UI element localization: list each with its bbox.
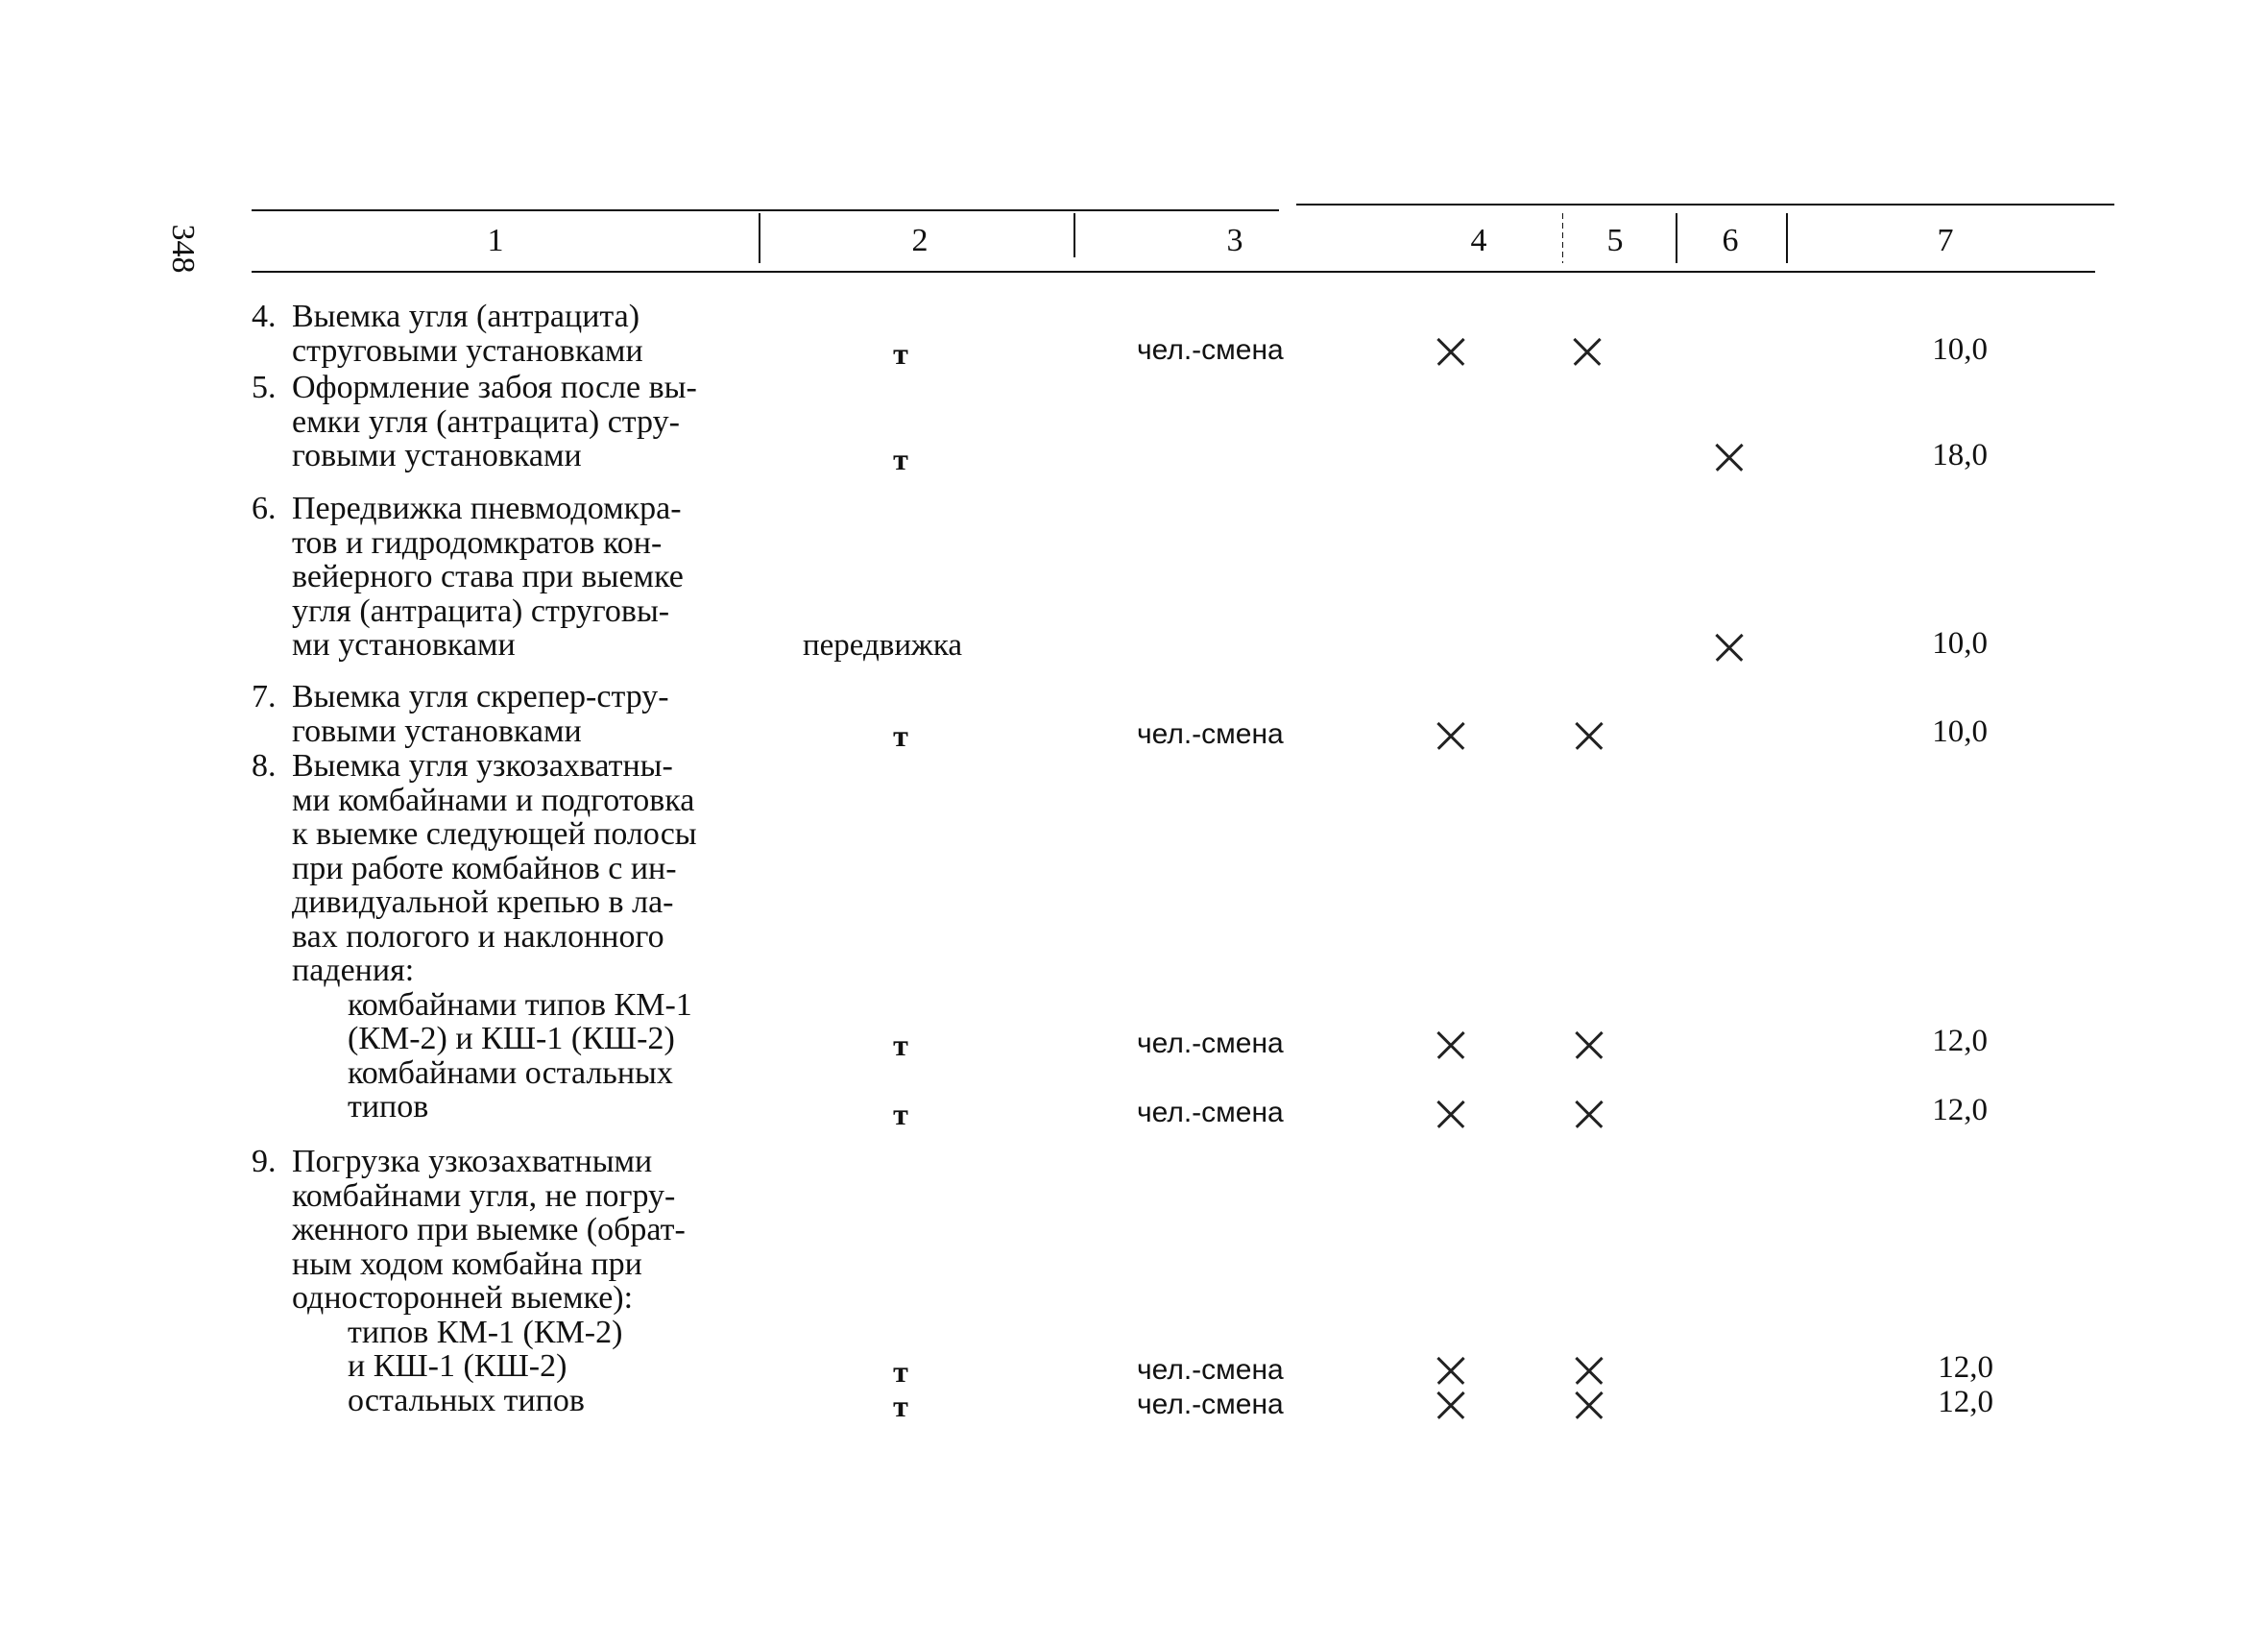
row-value: 12,0 [1932,1093,1988,1127]
row-sub-line: типов [348,1089,429,1125]
row-unit: т [893,336,908,371]
row-text-line: к выемке следующей полосы [292,816,697,852]
row-text-line: комбайнами угля, не погру- [292,1177,676,1214]
table-row-7-label [252,680,760,748]
row-number: 4. [252,299,277,334]
row-unit: т [893,442,908,476]
cross-mark-col6 [1715,443,1744,472]
row-number: 9. [252,1144,277,1179]
cross-mark-col5 [1575,1391,1604,1419]
column-separator [1562,213,1563,263]
column-header-7: 7 [1937,223,1954,258]
column-separator [759,213,760,263]
header-top-rule-right [1296,204,2114,206]
row-number: 6. [252,491,277,526]
row-calc-unit: чел.-смена [1137,1028,1284,1059]
row-calc-unit: чел.-смена [1137,334,1284,366]
row-calc-unit: чел.-смена [1137,1354,1284,1386]
row-value: 10,0 [1932,332,1988,367]
row-sub-line: комбайнами остальных [348,1054,673,1091]
table-row-8-label [252,749,760,1125]
cross-mark-col4 [1436,1391,1465,1419]
table-row-4-label [252,300,760,368]
column-header-4: 4 [1470,223,1487,258]
column-separator [1676,213,1677,263]
row-unit: т [893,1389,908,1423]
cross-mark-col4 [1436,1100,1465,1128]
row-number: 8. [252,748,277,784]
column-header-5: 5 [1606,223,1624,258]
column-separator [1074,213,1075,257]
table-row-5-label [252,371,760,473]
cross-mark-col5 [1575,1030,1604,1059]
row-sub-line: и КШ-1 (КШ-2) [348,1348,567,1384]
column-header-6: 6 [1722,223,1739,258]
cross-mark-col4 [1436,721,1465,750]
row-text-line: Выемка угля (антрацита) [292,299,640,334]
row-calc-unit: чел.-смена [1137,1097,1284,1128]
row-text-line: Оформление забоя после вы- [292,370,697,405]
row-text-line: Выемка угля скрепер-стру- [292,679,669,714]
column-header-1: 1 [487,223,504,258]
row-text-line: вах пологого и наклонного [292,918,664,955]
cross-mark-col5 [1575,721,1604,750]
header-top-rule-left [252,209,1279,211]
row-number: 7. [252,679,277,714]
cross-mark-col4 [1436,1030,1465,1059]
row-sub-line: остальных типов [348,1382,585,1418]
row-text-line: Выемка угля узкозахватны- [292,748,673,784]
header-bottom-rule [252,271,2095,273]
row-text-line: ми комбайнами и подготовка [292,782,695,818]
row-unit: т [893,1028,908,1062]
row-text-line: угля (антрацита) струговы- [292,593,670,629]
row-unit: т [893,718,908,753]
page-number: 348 [165,224,201,274]
row-text-line: женного при выемке (обрат- [292,1212,686,1247]
row-text-line: Передвижка пневмодомкра- [292,491,682,526]
row-text-line: струговыми установками [292,332,643,369]
row-text-line: ным ходом комбайна при [292,1246,642,1282]
cross-mark-col5 [1575,1356,1604,1385]
row-text-line: падения: [292,953,415,988]
row-sub-line: комбайнами типов КМ-1 [348,986,692,1023]
row-text-line: Погрузка узкозахватными [292,1144,653,1179]
row-sub-line: типов КМ-1 (КМ-2) [348,1314,623,1350]
row-value: 12,0 [1938,1385,1993,1419]
row-unit: т [893,1354,908,1389]
row-calc-unit: чел.-смена [1137,1389,1284,1420]
row-text-line: говыми установками [292,438,582,473]
row-calc-unit: чел.-смена [1137,718,1284,750]
table-row-6-label [252,492,760,663]
column-header-2: 2 [911,223,929,258]
row-text-line: емки угля (антрацита) стру- [292,403,680,440]
table-row-9-label [252,1145,760,1417]
row-text-line: при работе комбайнов с ин- [292,850,677,886]
row-sub-line: (КМ-2) и КШ-1 (КШ-2) [348,1021,675,1056]
column-separator [1786,213,1788,263]
row-text-line: дивидуальной крепью в ла- [292,884,674,920]
row-value: 10,0 [1932,714,1988,749]
cross-mark-col5 [1575,1100,1604,1128]
row-value: 10,0 [1932,626,1988,661]
row-unit: передвижка [803,628,963,663]
column-header-3: 3 [1226,223,1243,258]
row-number: 5. [252,370,277,405]
row-text-line: ми установками [292,627,516,663]
row-unit: т [893,1097,908,1131]
row-value: 12,0 [1932,1024,1988,1058]
row-text-line: вейерного става при выемке [292,559,684,594]
cross-mark-col4 [1436,337,1465,366]
cross-mark-col5 [1573,337,1602,366]
cross-mark-col4 [1436,1356,1465,1385]
row-text-line: односторонней выемке): [292,1280,634,1316]
row-text-line: тов и гидродомкратов кон- [292,524,663,561]
cross-mark-col6 [1715,633,1744,662]
row-text-line: говыми установками [292,713,582,749]
row-value: 12,0 [1938,1350,1993,1385]
row-value: 18,0 [1932,438,1988,472]
